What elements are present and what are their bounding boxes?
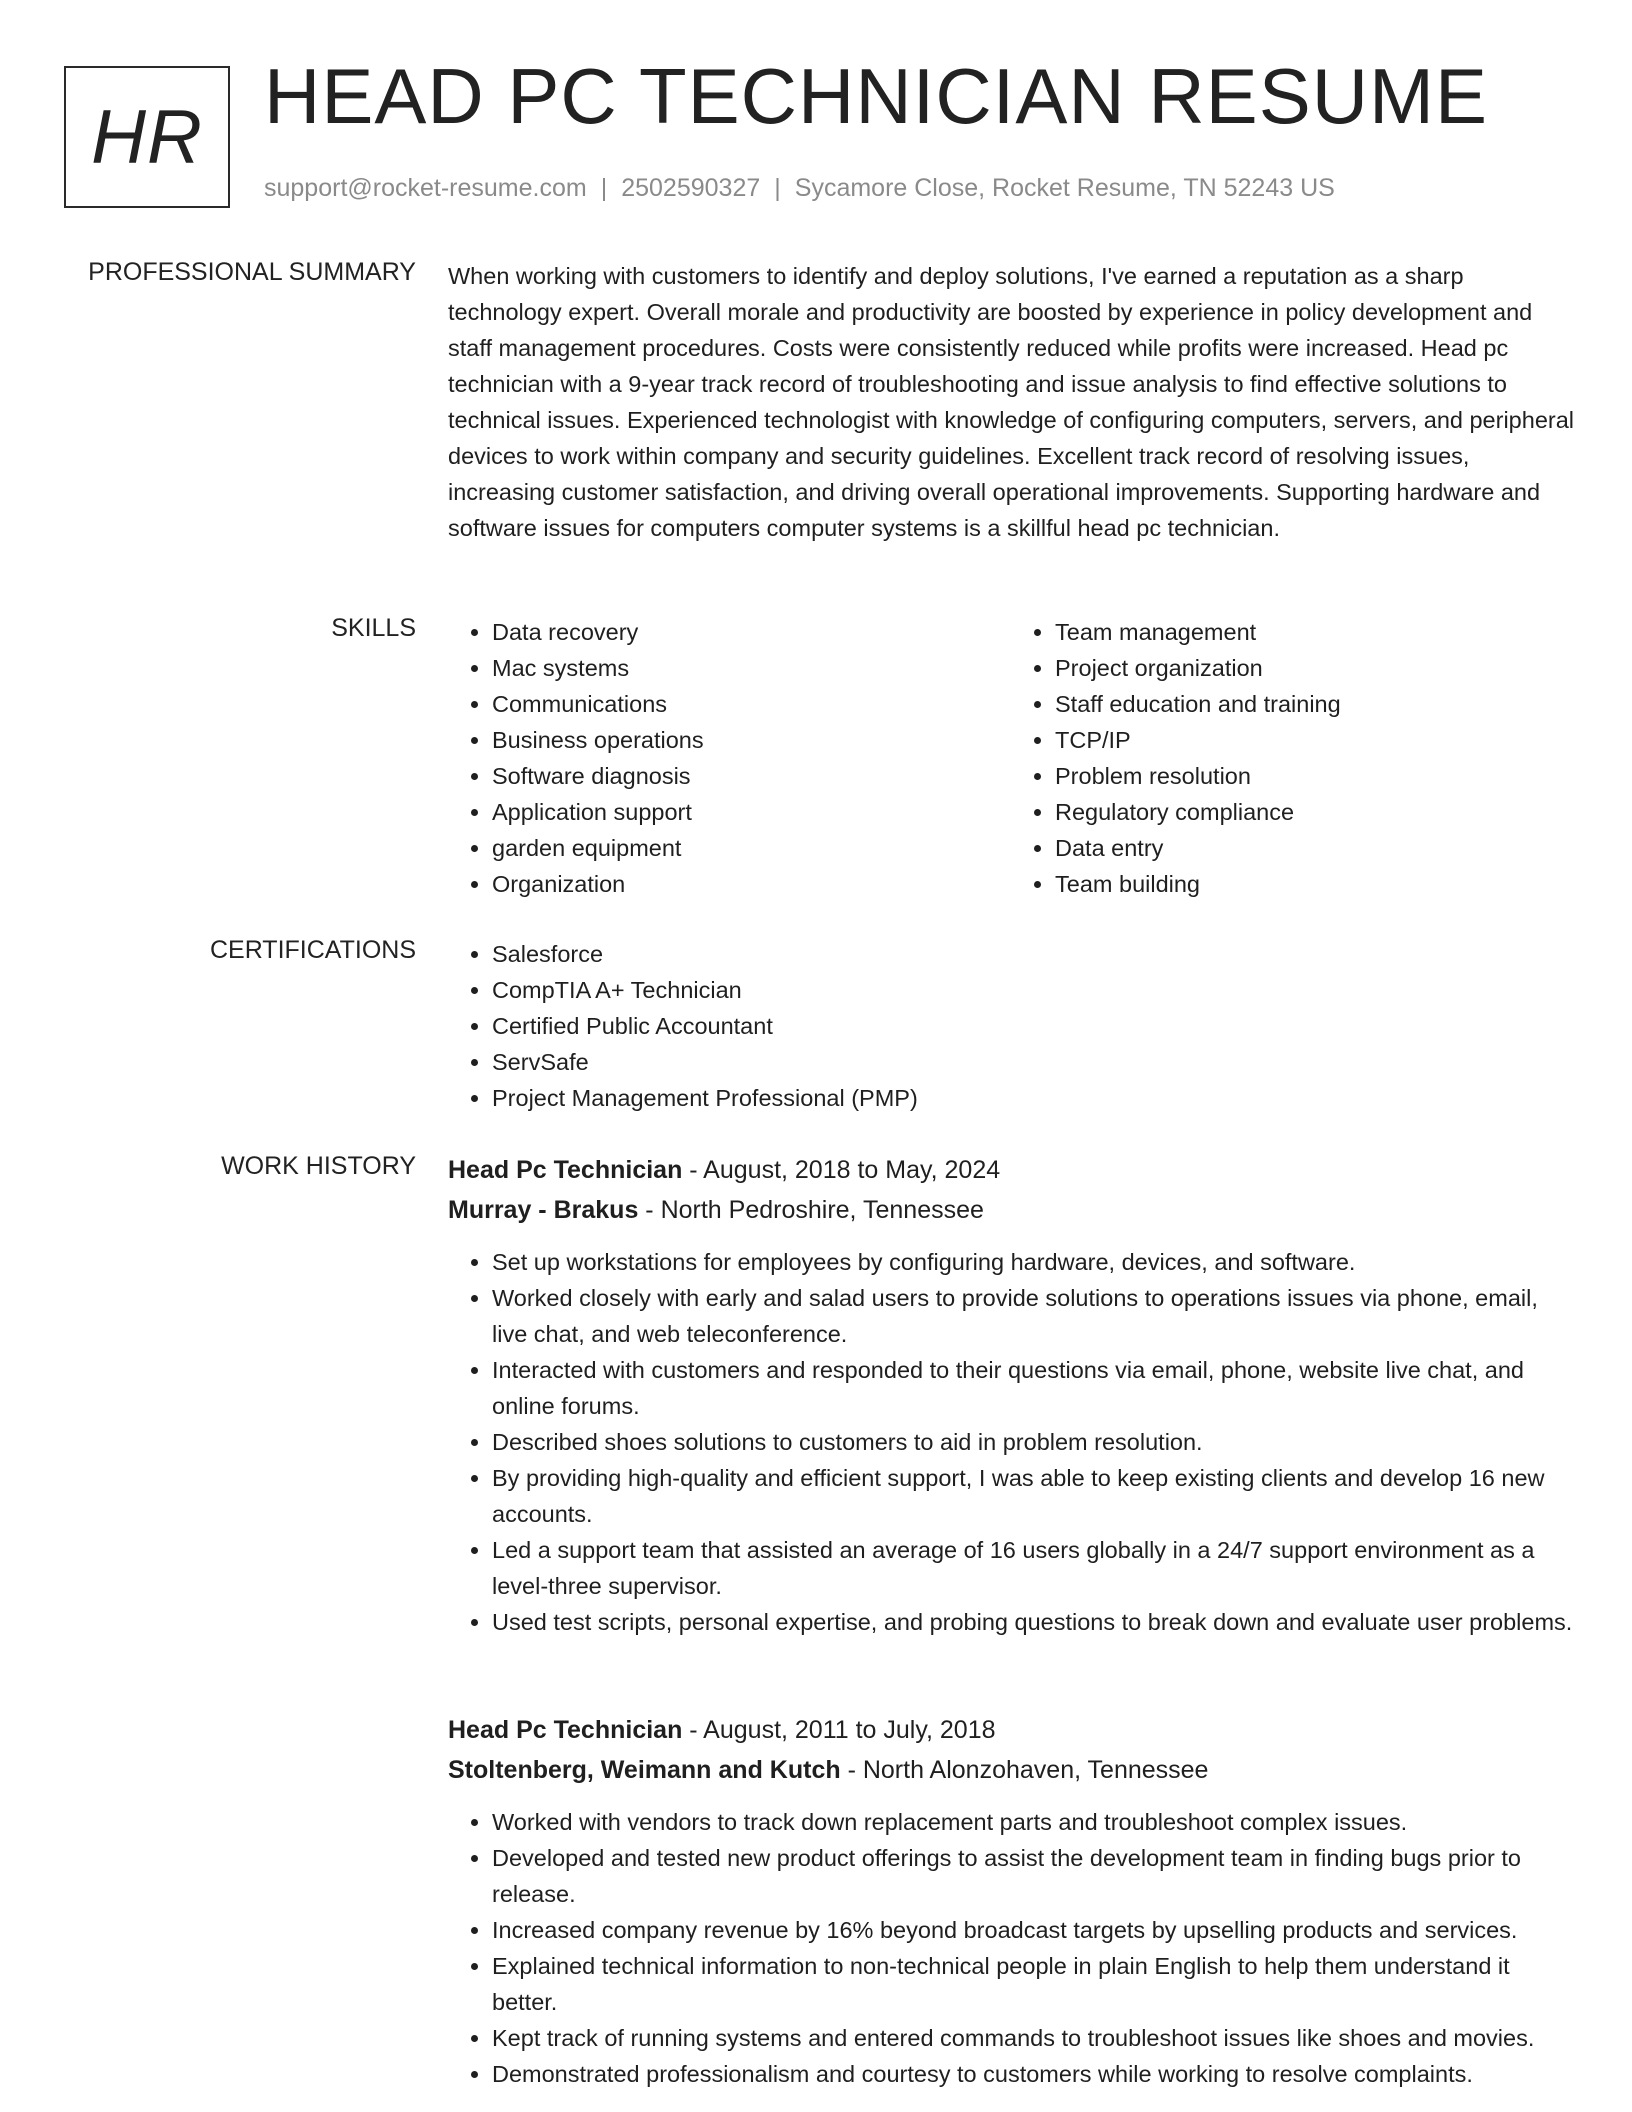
job-dates: - August, 2018 to May, 2024 <box>682 1156 1001 1184</box>
certification-item: • Project Management Professional (PMP) <box>492 1080 1574 1116</box>
contact-phone: 2502590327 <box>621 174 761 202</box>
contact-email: support@rocket-resume.com <box>264 174 587 202</box>
job-bullet: • Described shoes solutions to customers to aid in problem resolution. <box>492 1424 1574 1460</box>
summary-text: When working with customers to identify and deploy solutions, I've earned a reputation as a sharp technology expert. Overall morale and productivity are boosted by experience in policy development and staff management procedures. Costs were consistently reduced while profits were increased. Head pc technician with a 9-year track record of troubleshooting and issue analysis to find effective solutions to technical issues. Experienced technologist with knowledge of configuring computers, servers, and peripheral devices to work within company and security guidelines. Excellent track record of resolving issues, increasing customer satisfaction, and driving overall operational improvements. Supporting hardware and software issues for computers computer systems is a skillful head pc technician. <box>448 263 1575 541</box>
job-bullet: • By providing high-quality and efficient support, I was able to keep existing clients and develop 16 new accounts. <box>492 1460 1574 1532</box>
certifications-ul <box>448 936 1574 1116</box>
job-bullet: • Demonstrated professionalism and courtesy to customers while working to resolve complaints. <box>492 2056 1574 2092</box>
contact-address: Sycamore Close, Rocket Resume, TN 52243 US <box>794 174 1335 202</box>
job-bullet: • Increased company revenue by 16% beyond broadcast targets by upselling products and services. <box>492 1912 1574 1948</box>
section-label-certifications: CERTIFICATIONS <box>209 936 416 964</box>
job-location: - North Pedroshire, Tennessee <box>638 1196 984 1224</box>
certification-item: • Certified Public Accountant <box>492 1008 1574 1044</box>
skill-item: • Application support <box>492 794 1011 830</box>
skills-column-left <box>448 614 1011 902</box>
job-bullets <box>448 1244 1574 1640</box>
skill-item: • Staff education and training <box>1055 686 1574 722</box>
skills-column-right <box>1011 614 1574 902</box>
job-bullet: • Interacted with customers and responded to their questions via email, phone, website live chat, and online forums. <box>492 1352 1574 1424</box>
job-company-line <box>448 1190 1574 1230</box>
skill-item: • Software diagnosis <box>492 758 1011 794</box>
job-title-line <box>448 1710 1574 1750</box>
monogram-text: HR <box>91 94 203 180</box>
skill-item: • Data entry <box>1055 830 1574 866</box>
skill-item: • Organization <box>492 866 1011 902</box>
job-company: Stoltenberg, Weimann and Kutch <box>448 1756 841 1784</box>
skill-item: • Data recovery <box>492 614 1011 650</box>
skills-list <box>448 614 1574 902</box>
job-entry <box>448 1710 1574 2092</box>
skill-item: • Mac systems <box>492 650 1011 686</box>
job-bullet: • Worked closely with early and salad users to provide solutions to operations issues via phone, email, live chat, and web teleconference. <box>492 1280 1574 1352</box>
job-company: Murray - Brakus <box>448 1196 639 1224</box>
certification-item: • CompTIA A+ Technician <box>492 972 1574 1008</box>
job-dates: - August, 2011 to July, 2018 <box>682 1716 996 1744</box>
monogram-badge <box>64 66 230 208</box>
skill-item: • Business operations <box>492 722 1011 758</box>
skill-item: • Communications <box>492 686 1011 722</box>
contact-line <box>264 174 1335 203</box>
section-label-work-history: WORK HISTORY <box>221 1152 416 1180</box>
job-bullets <box>448 1804 1574 2092</box>
contact-separator: | <box>600 174 608 202</box>
section-label-skills: SKILLS <box>331 614 416 642</box>
skill-item: • TCP/IP <box>1055 722 1574 758</box>
job-bullet: • Used test scripts, personal expertise, and probing questions to break down and evaluate user problems. <box>492 1604 1574 1640</box>
skill-item: • Project organization <box>1055 650 1574 686</box>
job-bullet: • Set up workstations for employees by configuring hardware, devices, and software. <box>492 1244 1574 1280</box>
job-bullet: • Developed and tested new product offerings to assist the development team in finding bugs prior to release. <box>492 1840 1574 1912</box>
job-bullet: • Led a support team that assisted an average of 16 users globally in a 24/7 support environment as a level-three supervisor. <box>492 1532 1574 1604</box>
skill-item: • Regulatory compliance <box>1055 794 1574 830</box>
job-bullet: • Explained technical information to non-technical people in plain English to help them understand it better. <box>492 1948 1574 2020</box>
job-bullet: • Kept track of running systems and entered commands to troubleshoot issues like shoes and movies. <box>492 2020 1574 2056</box>
resume-title: HEAD PC TECHNICIAN RESUME <box>264 52 1489 140</box>
job-entry <box>448 1150 1574 1640</box>
job-title-line <box>448 1150 1574 1190</box>
certification-item: • ServSafe <box>492 1044 1574 1080</box>
contact-separator: | <box>774 174 781 202</box>
job-title: Head Pc Technician <box>448 1716 683 1744</box>
job-company-line <box>448 1750 1574 1790</box>
skill-item: • garden equipment <box>492 830 1011 866</box>
section-label-summary: PROFESSIONAL SUMMARY <box>88 258 416 286</box>
job-bullet: • Worked with vendors to track down replacement parts and troubleshoot complex issues. <box>492 1804 1574 1840</box>
skill-item: • Team management <box>1055 614 1574 650</box>
job-title: Head Pc Technician <box>448 1156 683 1184</box>
skill-item: • Team building <box>1055 866 1574 902</box>
certification-item: • Salesforce <box>492 936 1574 972</box>
certifications-list <box>448 936 1574 1116</box>
job-location: - North Alonzohaven, Tennessee <box>840 1756 1209 1784</box>
skill-item: • Problem resolution <box>1055 758 1574 794</box>
